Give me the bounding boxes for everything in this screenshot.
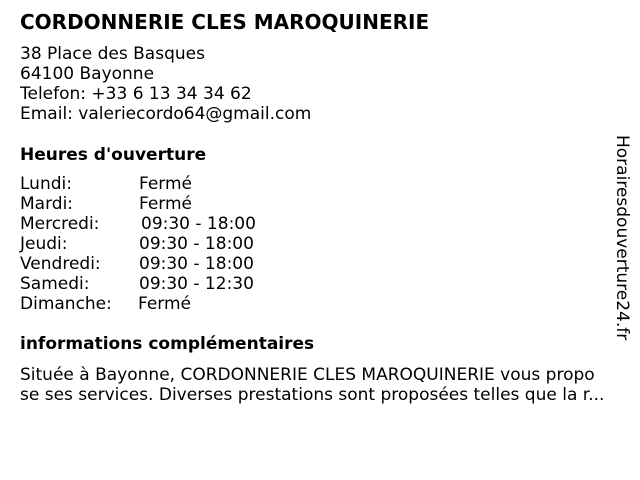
day-hours: Fermé <box>139 174 193 194</box>
day-label: Jeudi: <box>20 234 68 254</box>
business-name: CORDONNERIE CLES MAROQUINERIE <box>20 10 430 34</box>
street-address: 38 Place des Basques <box>20 44 205 64</box>
info-line: Située à Bayonne, CORDONNERIE CLES MAROQUINERIE vous propo <box>20 365 595 385</box>
day-hours: 09:30 - 18:00 <box>139 254 254 274</box>
email-address: Email: valeriecordo64@gmail.com <box>20 104 312 124</box>
day-label: Lundi: <box>20 174 72 194</box>
day-hours: 09:30 - 18:00 <box>141 214 256 234</box>
phone-number: Telefon: +33 6 13 34 34 62 <box>20 84 252 104</box>
day-label: Mercredi: <box>20 214 100 234</box>
contact-block <box>20 44 311 124</box>
info-line: se ses services. Diverses prestations sont proposées telles que la r... <box>20 385 605 405</box>
additional-info-heading: informations complémentaires <box>20 334 315 354</box>
watermark-text: Horairesdouverture24.fr <box>612 135 632 341</box>
day-label: Dimanche: <box>20 294 112 314</box>
city-postcode: 64100 Bayonne <box>20 64 155 84</box>
day-label: Mardi: <box>20 194 74 214</box>
opening-hours-heading: Heures d'ouverture <box>20 145 207 165</box>
additional-info-text <box>20 365 620 405</box>
day-label: Samedi: <box>20 274 90 294</box>
day-hours: Fermé <box>138 294 192 314</box>
day-hours: 09:30 - 18:00 <box>139 234 254 254</box>
day-hours: Fermé <box>139 194 193 214</box>
day-label: Vendredi: <box>20 254 101 274</box>
site-watermark <box>611 135 635 345</box>
day-hours: 09:30 - 12:30 <box>139 274 254 294</box>
